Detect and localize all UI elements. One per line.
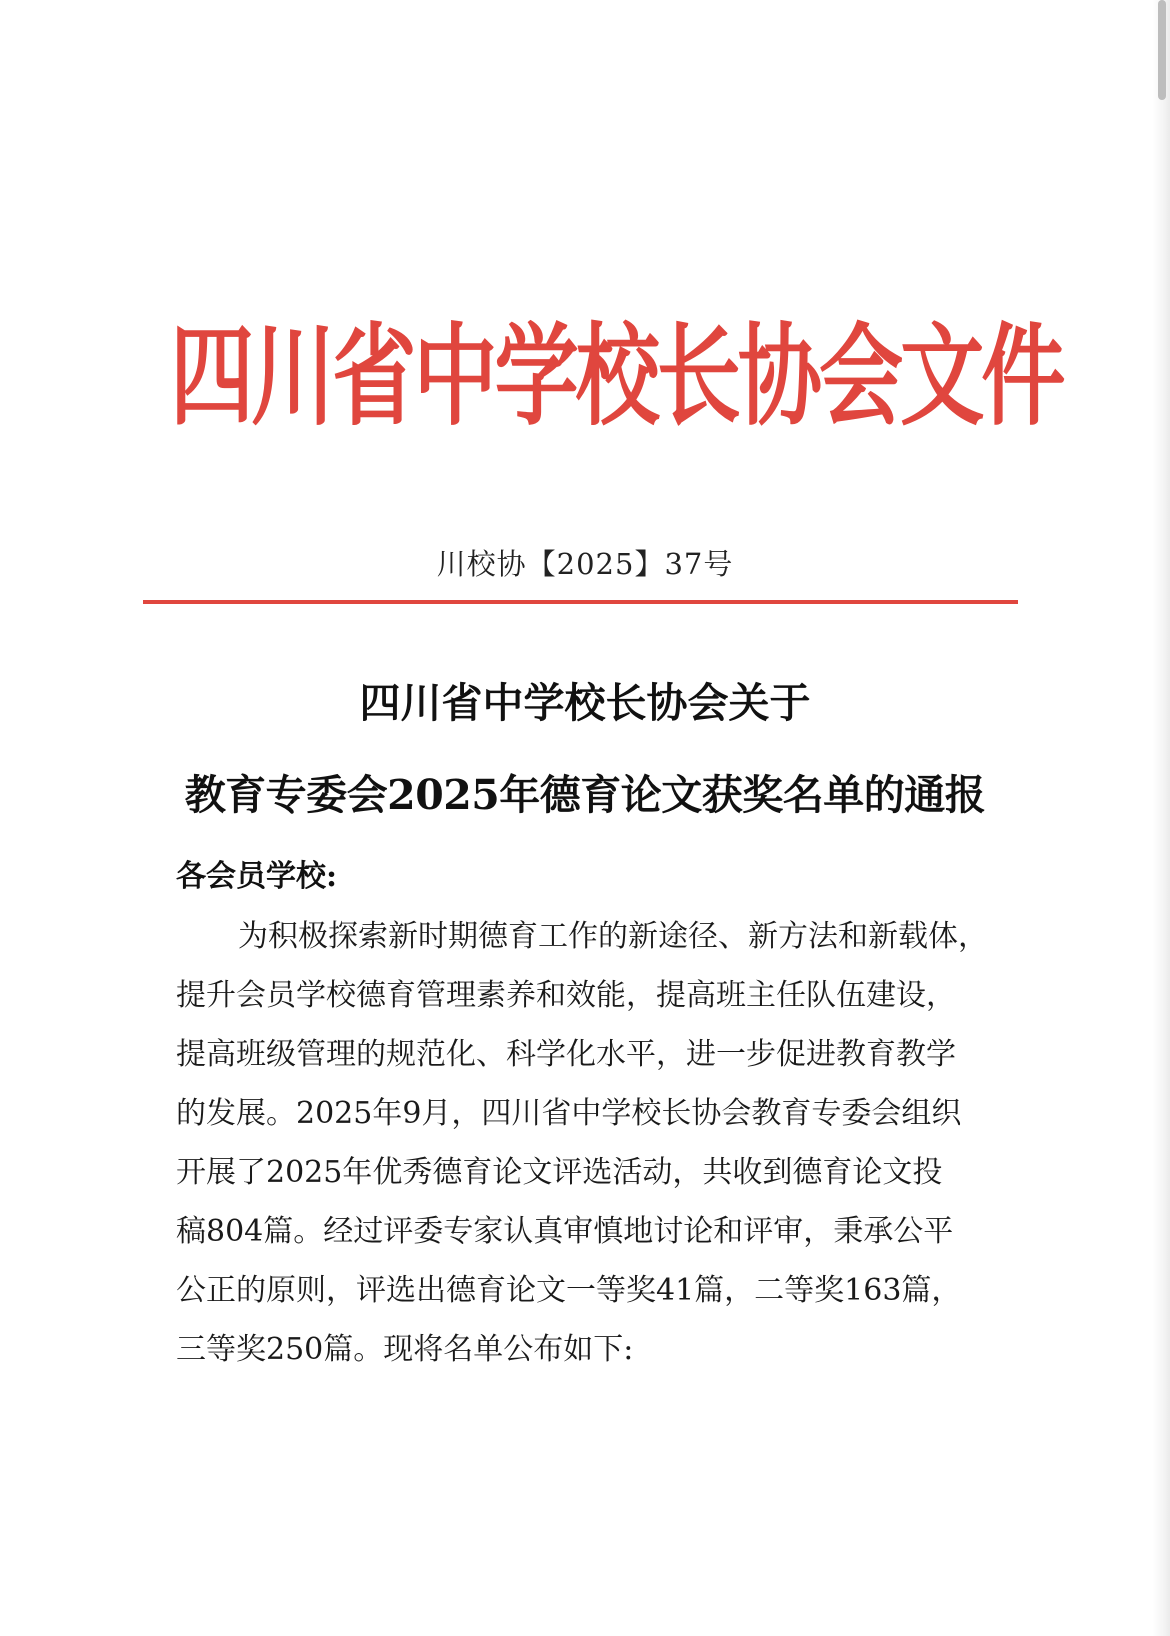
body-line: 开展了2025年优秀德育论文评选活动，共收到德育论文投	[176, 1155, 943, 1190]
body-line: 稿804篇。经过评委专家认真审慎地讨论和评审，秉承公平	[176, 1214, 954, 1249]
notice-title-line-1: 四川省中学校长协会关于	[359, 679, 811, 727]
masthead-title: 四川省中学校长协会文件	[170, 313, 1063, 442]
body-line: 提高班级管理的规范化、科学化水平，进一步促进教育教学	[176, 1037, 956, 1072]
red-divider-line	[143, 600, 1018, 604]
body-line: 公正的原则，评选出德育论文一等奖41篇，二等奖163篇，	[176, 1273, 962, 1308]
body-line: 三等奖250篇。现将名单公布如下:	[176, 1332, 634, 1367]
scrollbar-thumb[interactable]	[1158, 0, 1166, 100]
notice-title-line-2: 教育专委会2025年德育论文获奖名单的通报	[184, 771, 986, 819]
body-line: 提升会员学校德育管理素养和效能，提高班主任队伍建设，	[176, 978, 956, 1013]
body-line: 的发展。2025年9月，四川省中学校长协会教育专委会组织	[176, 1096, 962, 1131]
salutation: 各会员学校:	[176, 859, 338, 894]
document-number: 川校协【2025】37号	[436, 547, 734, 581]
body-paragraph	[176, 907, 996, 1379]
body-line: 为积极探索新时期德育工作的新途径、新方法和新载体，	[238, 919, 988, 954]
